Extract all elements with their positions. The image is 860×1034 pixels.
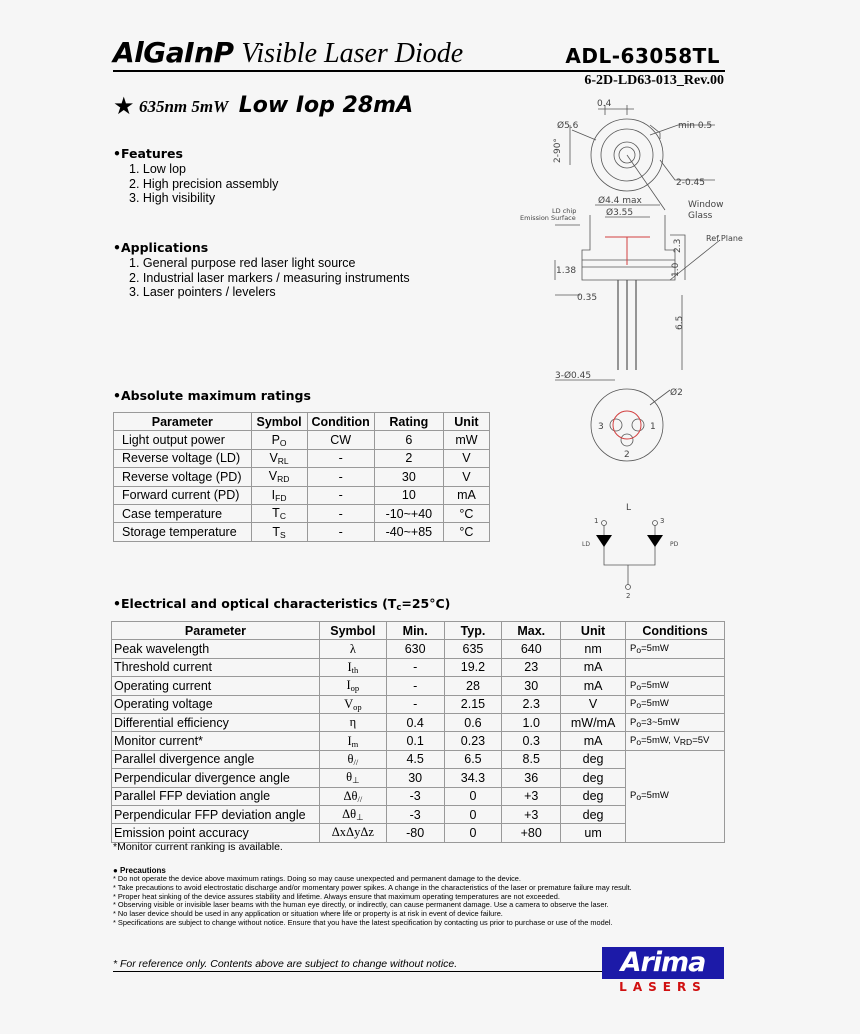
abs-ratings-heading: •Absolute maximum ratings xyxy=(113,388,311,403)
cell-max: 640 xyxy=(502,640,561,658)
symbol-sub: op xyxy=(350,683,360,694)
cell-conditions xyxy=(626,750,725,842)
cell-conditions xyxy=(626,732,725,750)
pin-label: 3 xyxy=(598,422,604,432)
column-header: Unit xyxy=(443,413,489,431)
cell-max: 8.5 xyxy=(502,750,561,768)
dim-label: 6.5 xyxy=(675,315,685,330)
cell-param: Parallel divergence angle xyxy=(112,750,320,768)
cell-unit: mW xyxy=(443,431,489,449)
cell-unit: V xyxy=(561,695,626,713)
cell-condition: - xyxy=(307,486,374,504)
cell-unit: °C xyxy=(443,523,489,541)
star-icon: ★ xyxy=(113,93,135,120)
cell-max: 1.0 xyxy=(502,713,561,731)
cell-conditions xyxy=(626,677,725,695)
cond-p: P xyxy=(630,679,637,691)
cell-min: -3 xyxy=(386,805,444,823)
circuit-wires xyxy=(604,525,655,585)
symbol-sub: C xyxy=(279,511,286,522)
column-header: Min. xyxy=(386,622,444,640)
side-cap-outline xyxy=(582,215,675,280)
symbol-main: V xyxy=(344,696,354,711)
cell-typ: 0.6 xyxy=(444,713,502,731)
cell-symbol xyxy=(251,486,307,504)
list-item: 1. Low lop xyxy=(129,162,186,176)
symbol-main: V xyxy=(268,469,278,484)
cond-sub: RD xyxy=(679,737,693,748)
cell-unit: um xyxy=(561,824,626,842)
cell-condition: CW xyxy=(307,431,374,449)
symbol-main: ΔxΔyΔz xyxy=(331,825,374,840)
symbol-sub: // xyxy=(357,793,363,804)
precaution-item: * Observing visible or invisible laser beams with the human eye directly, or indirectly, can cause permanent damage. Use a camera to observe the laser. xyxy=(113,900,609,910)
revision-code: 6-2D-LD63-013_Rev.00 xyxy=(584,73,724,88)
cell-param: Perpendicular FFP deviation angle xyxy=(112,805,320,823)
precaution-item: * Specifications are subject to change without notice. Ensure that you have the latest specification by contacting us prior to purchase or use of the model. xyxy=(113,917,613,927)
cell-typ: 2.15 xyxy=(444,695,502,713)
cell-symbol xyxy=(251,523,307,541)
cell-param: Threshold current xyxy=(112,658,320,676)
cell-typ: 0 xyxy=(444,787,502,805)
cell-max: 2.3 xyxy=(502,695,561,713)
cond-sub: o xyxy=(636,718,642,729)
pin-label: 1 xyxy=(650,422,656,432)
subtitle-highlight: Low Iop 28mA xyxy=(238,93,414,118)
applications-heading: •Applications xyxy=(113,240,209,255)
cell-unit: mA xyxy=(561,658,626,676)
symbol-sub: // xyxy=(353,756,359,767)
dim-label: Ref.Plane xyxy=(706,234,743,243)
table-row xyxy=(114,486,490,504)
symbol-sub: m xyxy=(351,738,359,749)
cond-sub: o xyxy=(636,737,642,748)
table-row xyxy=(112,658,725,676)
cell-unit: deg xyxy=(561,805,626,823)
table-row xyxy=(112,640,725,658)
cell-rating: 2 xyxy=(374,449,443,467)
symbol-main: η xyxy=(349,715,357,730)
table-row xyxy=(114,449,490,467)
circuit-label: PD xyxy=(670,541,679,548)
cell-min: - xyxy=(386,695,444,713)
symbol-main: Δθ xyxy=(343,788,358,803)
list-item: 3. Laser pointers / levelers xyxy=(129,285,276,300)
footer-note: * For reference only. Contents above are subject to change without notice. xyxy=(113,958,458,970)
symbol-main: I xyxy=(347,659,352,674)
table-header-row xyxy=(114,413,490,431)
package-drawing xyxy=(510,95,770,605)
cond-value: =5V xyxy=(692,735,710,747)
cell-symbol xyxy=(319,677,386,695)
precaution-item: * No laser device should be used in any application or situation where life or property is at risk in event of device failure. xyxy=(113,909,503,919)
cell-unit: V xyxy=(443,449,489,467)
precaution-item: * Take precautions to avoid electrostatic discharge and/or momentary power spikes. A change in the characteristics of the laser or premature failure may result. xyxy=(113,882,632,892)
electrical-heading xyxy=(113,596,450,613)
cell-unit: mW/mA xyxy=(561,713,626,731)
table-header-row xyxy=(112,622,725,640)
cell-min: - xyxy=(386,677,444,695)
circuit-node xyxy=(653,521,658,526)
symbol-main: I xyxy=(347,733,352,748)
emission-circle xyxy=(613,411,641,439)
cond-value: =5mW xyxy=(641,790,669,802)
symbol-sub: RD xyxy=(277,474,290,485)
ld-diode-symbol xyxy=(596,535,612,547)
cell-min: -80 xyxy=(386,824,444,842)
symbol-main: θ xyxy=(347,751,354,766)
bottom-pin-circle xyxy=(621,434,633,446)
cond-p: P xyxy=(630,735,637,747)
cell-rating: 30 xyxy=(374,468,443,486)
symbol-sub: op xyxy=(353,701,362,712)
column-header: Max. xyxy=(502,622,561,640)
table-row xyxy=(114,468,490,486)
cell-conditions xyxy=(626,695,725,713)
precautions xyxy=(113,866,673,928)
cell-min: 630 xyxy=(386,640,444,658)
cond-p: P xyxy=(630,716,637,728)
subtitle xyxy=(113,92,413,121)
cell-condition: - xyxy=(307,449,374,467)
symbol-main: I xyxy=(271,487,276,502)
cell-max: 36 xyxy=(502,769,561,787)
cell-param: Forward current (PD) xyxy=(114,486,252,504)
column-header: Condition xyxy=(307,413,374,431)
dim-label: Window xyxy=(688,200,724,210)
cell-symbol xyxy=(319,787,386,805)
circuit-label: LD xyxy=(582,541,590,548)
column-header: Rating xyxy=(374,413,443,431)
column-header: Parameter xyxy=(114,413,252,431)
cond-value: =3~5mW xyxy=(641,716,680,728)
dim-label: Ø2 xyxy=(670,388,683,398)
cell-min: 0.4 xyxy=(386,713,444,731)
cell-param: Peak wavelength xyxy=(112,640,320,658)
cond-p: P xyxy=(630,698,637,710)
cell-max: 0.3 xyxy=(502,732,561,750)
cond-value: =5mW, V xyxy=(641,735,680,747)
cell-unit: deg xyxy=(561,787,626,805)
title-text: Visible Laser Diode xyxy=(241,38,464,69)
cell-param: Case temperature xyxy=(114,504,252,522)
cell-conditions xyxy=(626,640,725,658)
cond-p: P xyxy=(630,643,637,655)
part-number: ADL-63058TL xyxy=(565,44,720,68)
cond-sub: o xyxy=(636,700,642,711)
dim-label: Ø4.4 max xyxy=(598,196,642,206)
table-row xyxy=(112,695,725,713)
cell-param: Operating voltage xyxy=(112,695,320,713)
electrical-heading-text: •Electrical and optical characteristics (T xyxy=(113,596,397,611)
cell-unit: °C xyxy=(443,504,489,522)
dim-label: 1.0 xyxy=(671,262,681,277)
symbol-main: I xyxy=(346,678,351,693)
cell-max: +3 xyxy=(502,787,561,805)
table-row xyxy=(114,523,490,541)
cell-unit: mA xyxy=(443,486,489,504)
symbol-sub: S xyxy=(280,529,286,540)
cond-value: =5mW xyxy=(641,679,669,691)
cell-max: 23 xyxy=(502,658,561,676)
cell-conditions xyxy=(626,713,725,731)
electrical-table xyxy=(111,621,725,843)
cell-typ: 0.23 xyxy=(444,732,502,750)
symbol-sub: th xyxy=(351,664,359,675)
footer-rule xyxy=(113,971,611,972)
cond-value: =5mW xyxy=(641,643,669,655)
electrical-body xyxy=(112,640,725,842)
cell-param: Emission point accuracy xyxy=(112,824,320,842)
logo-wordmark: Arima xyxy=(602,947,724,979)
cell-max: +80 xyxy=(502,824,561,842)
cell-symbol xyxy=(319,750,386,768)
cell-min: 4.5 xyxy=(386,750,444,768)
cell-symbol xyxy=(319,695,386,713)
symbol-sub: ⊥ xyxy=(352,774,360,785)
circuit-node xyxy=(626,585,631,590)
cell-symbol xyxy=(251,504,307,522)
dim-label: 2.3 xyxy=(673,238,683,253)
cell-param: Perpendicular divergence angle xyxy=(112,769,320,787)
cell-unit: mA xyxy=(561,732,626,750)
list-item: 2. Industrial laser markers / measuring instruments xyxy=(129,270,410,285)
cell-min: - xyxy=(386,658,444,676)
cell-typ: 6.5 xyxy=(444,750,502,768)
symbol-sub: ⊥ xyxy=(356,811,364,822)
cell-typ: 34.3 xyxy=(444,769,502,787)
cond-sub: o xyxy=(636,792,642,803)
cell-symbol xyxy=(251,431,307,449)
cond-sub: o xyxy=(636,645,642,656)
cell-symbol xyxy=(319,732,386,750)
cell-rating: 10 xyxy=(374,486,443,504)
dim-label: 0.35 xyxy=(577,293,598,303)
symbol-sub: RL xyxy=(277,455,289,466)
cell-symbol xyxy=(319,658,386,676)
circuit-label: 2 xyxy=(626,592,631,600)
symbol-main: T xyxy=(272,524,281,539)
applications-list xyxy=(129,256,410,300)
cell-param: Reverse voltage (PD) xyxy=(114,468,252,486)
features-heading: •Features xyxy=(113,146,183,161)
table-row xyxy=(112,713,725,731)
bottom-pin-circle xyxy=(610,419,622,431)
column-header: Parameter xyxy=(112,622,320,640)
dim-label: LD chip xyxy=(552,207,577,215)
cell-unit: V xyxy=(443,468,489,486)
cell-param: Operating current xyxy=(112,677,320,695)
header-rule xyxy=(113,70,725,72)
cell-param: Parallel FFP deviation angle xyxy=(112,787,320,805)
table-row xyxy=(114,431,490,449)
pd-diode-symbol xyxy=(647,535,663,547)
symbol-main: P xyxy=(271,432,280,447)
dim-label: 0.4 xyxy=(597,99,612,109)
dim-label: 2-90° xyxy=(553,138,563,163)
circuit-label: 1 xyxy=(594,517,599,525)
cell-param: Differential efficiency xyxy=(112,713,320,731)
cell-symbol xyxy=(251,449,307,467)
dim-label: Glass xyxy=(688,211,713,221)
bottom-leader xyxy=(650,390,670,405)
circuit-label: 3 xyxy=(660,517,665,525)
cell-rating: -40~+85 xyxy=(374,523,443,541)
logo-subtitle: LASERS xyxy=(619,980,707,994)
column-header: Conditions xyxy=(626,622,725,640)
dim-label: 1.38 xyxy=(556,266,577,276)
cell-symbol xyxy=(319,824,386,842)
electrical-heading-sub: c xyxy=(396,603,402,613)
cell-typ: 19.2 xyxy=(444,658,502,676)
bottom-pin-circle xyxy=(632,419,644,431)
monitor-note: *Monitor current ranking is available. xyxy=(113,841,283,853)
abs-ratings-body xyxy=(114,431,490,541)
subtitle-spec: 635nm 5mW xyxy=(138,97,229,116)
document-title xyxy=(113,36,463,70)
cell-unit: deg xyxy=(561,750,626,768)
cell-typ: 635 xyxy=(444,640,502,658)
title-brand: AlGaInP xyxy=(113,36,234,69)
column-header: Typ. xyxy=(444,622,502,640)
symbol-sub: O xyxy=(279,437,287,448)
dim-label: 3-Ø0.45 xyxy=(555,371,592,381)
symbol-sub: FD xyxy=(275,492,287,503)
cell-symbol xyxy=(319,640,386,658)
lead-pins xyxy=(618,280,636,370)
electrical-heading-post: =25°C) xyxy=(401,596,451,611)
cell-param: Light output power xyxy=(114,431,252,449)
cell-typ: 28 xyxy=(444,677,502,695)
cell-unit: nm xyxy=(561,640,626,658)
ld-chip-marker xyxy=(605,237,650,265)
cell-conditions xyxy=(626,658,725,676)
dim-label: Ø5.6 xyxy=(557,121,579,131)
cell-min: 30 xyxy=(386,769,444,787)
precaution-item: * Do not operate the device above maximum ratings. Doing so may cause unexpected and permanent damage to the device. xyxy=(113,874,521,883)
symbol-main: V xyxy=(269,450,278,465)
table-row xyxy=(112,750,725,768)
cell-unit: deg xyxy=(561,769,626,787)
list-item: 1. General purpose red laser light source xyxy=(129,256,356,270)
symbol-main: Δθ xyxy=(342,806,357,821)
features-list xyxy=(129,162,278,206)
cell-symbol xyxy=(319,713,386,731)
dim-label: Emission Surface xyxy=(520,214,576,222)
cell-symbol xyxy=(319,769,386,787)
circuit-node xyxy=(602,521,607,526)
cond-p: P xyxy=(630,790,637,802)
pin-label: 2 xyxy=(624,450,630,460)
flange-lines xyxy=(582,260,675,267)
cell-min: 0.1 xyxy=(386,732,444,750)
cell-symbol xyxy=(319,805,386,823)
dim-label: min 0.5 xyxy=(678,121,713,131)
list-item: 3. High visibility xyxy=(129,191,216,206)
cell-typ: 0 xyxy=(444,824,502,842)
dim-label: 2-0.45 xyxy=(676,178,706,188)
symbol-main: λ xyxy=(349,641,356,656)
cell-condition: - xyxy=(307,504,374,522)
cell-rating: 6 xyxy=(374,431,443,449)
cell-condition: - xyxy=(307,468,374,486)
list-item: 2. High precision assembly xyxy=(129,176,279,191)
arima-logo xyxy=(602,947,724,995)
cond-value: =5mW xyxy=(641,698,669,710)
table-row xyxy=(114,504,490,522)
table-row xyxy=(112,677,725,695)
leader-lines xyxy=(570,125,715,210)
cell-max: 30 xyxy=(502,677,561,695)
cell-typ: 0 xyxy=(444,805,502,823)
symbol-main: θ xyxy=(346,769,353,784)
cond-sub: o xyxy=(636,681,642,692)
precautions-heading: ● Precautions xyxy=(113,866,166,875)
cell-param: Storage temperature xyxy=(114,523,252,541)
precaution-item: * Proper heat sinking of the device assures stability and lifetime. Always ensure that maximum operating temperatures are not exceeded. xyxy=(113,891,560,901)
cell-condition: - xyxy=(307,523,374,541)
cell-unit: mA xyxy=(561,677,626,695)
cell-param: Reverse voltage (LD) xyxy=(114,449,252,467)
abs-ratings-table xyxy=(113,412,490,542)
cell-rating: -10~+40 xyxy=(374,504,443,522)
column-header: Unit xyxy=(561,622,626,640)
table-row xyxy=(112,732,725,750)
dim-label: Ø3.55 xyxy=(606,208,634,218)
cell-symbol xyxy=(251,468,307,486)
cell-min: -3 xyxy=(386,787,444,805)
symbol-main: T xyxy=(272,506,280,521)
column-header: Symbol xyxy=(251,413,307,431)
cell-param: Monitor current* xyxy=(112,732,320,750)
cell-max: +3 xyxy=(502,805,561,823)
column-header: Symbol xyxy=(319,622,386,640)
circuit-label: L xyxy=(626,503,632,513)
